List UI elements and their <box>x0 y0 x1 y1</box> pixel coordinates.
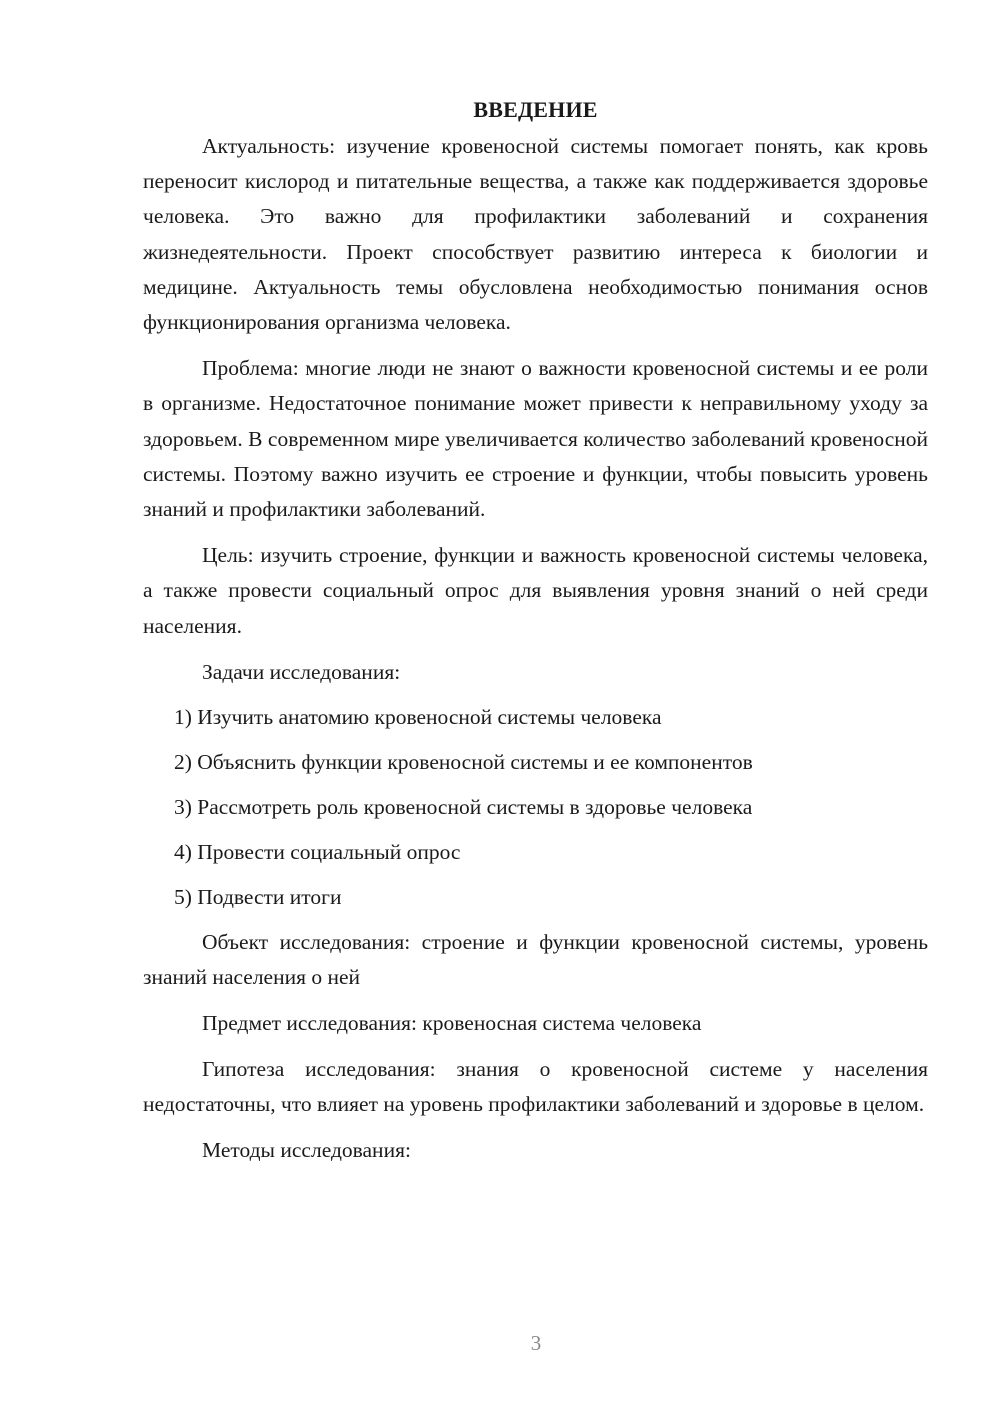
relevance-paragraph: Актуальность: изучение кровеносной системы помогает понять, как кровь переносит кислород и питательные вещества, а также как поддерживается здоровье человека. Это важно для профилактики заболеваний и сохранения жизнедеятельности. Проект способствует развитию интереса к биологии и медицине. Актуальность темы обусловлена необходимостью понимания основ функционирования организма человека. <box>143 134 928 335</box>
tasks-list <box>143 700 928 915</box>
document-page <box>143 92 928 1178</box>
problem-paragraph: Проблема: многие люди не знают о важности кровеносной системы и ее роли в организме. Недостаточное понимание может привести к неправильному уходу за здоровьем. В современном мире увеличивается количество заболеваний кровеносной системы. Поэтому важно изучить ее строение и функции, чтобы повысить уровень знаний и профилактики заболеваний. <box>143 356 928 522</box>
page-title: ВВЕДЕНИЕ <box>473 97 598 122</box>
goal-paragraph: Цель: изучить строение, функции и важность кровеносной системы человека, а также провести социальный опрос для выявления уровня знаний о ней среди населения. <box>143 543 928 638</box>
subject-paragraph: Предмет исследования: кровеносная система человека <box>202 1011 702 1036</box>
list-item: 4) Провести социальный опрос <box>174 840 461 865</box>
list-item: 1) Изучить анатомию кровеносной системы человека <box>174 705 662 730</box>
hypothesis-paragraph: Гипотеза исследования: знания о кровеносной системе у населения недостаточны, что влияет на уровень профилактики заболеваний и здоровье в целом. <box>143 1056 928 1116</box>
list-item: 3) Рассмотреть роль кровеносной системы в здоровье человека <box>174 795 753 820</box>
methods-title: Методы исследования: <box>202 1138 411 1163</box>
object-paragraph: Объект исследования: строение и функции кровеносной системы, уровень знаний населения о ней <box>143 930 928 990</box>
page-number: 3 <box>530 1331 542 1355</box>
tasks-title: Задачи исследования: <box>202 659 401 684</box>
list-item: 5) Подвести итоги <box>174 885 342 910</box>
list-item: 2) Объяснить функции кровеносной системы и ее компонентов <box>174 750 753 775</box>
